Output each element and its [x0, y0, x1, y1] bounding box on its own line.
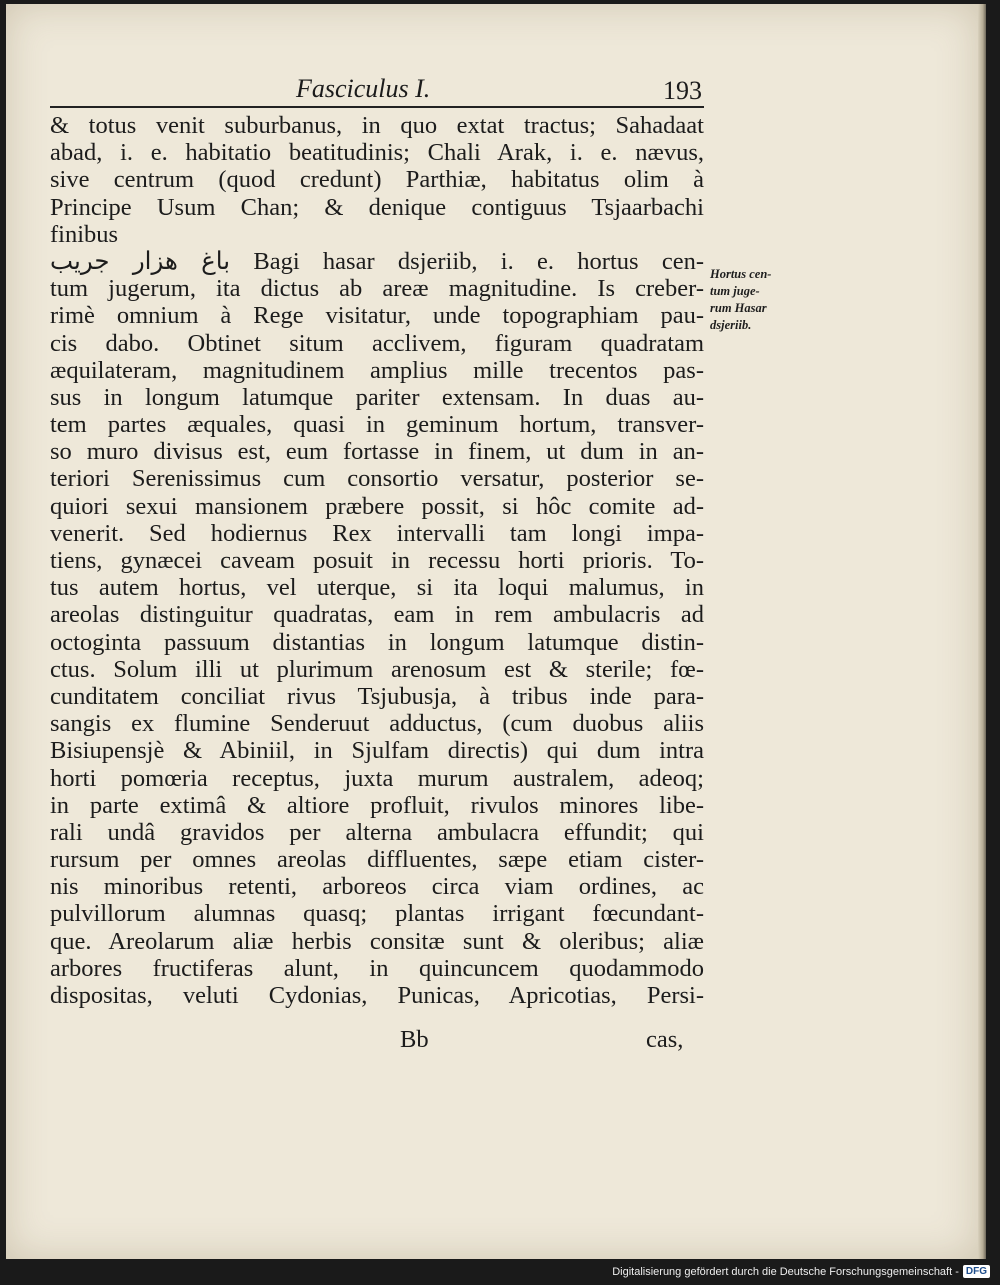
text-line: teriori Serenissimus cum consortio versatur, posterior se- [50, 465, 704, 493]
page-header [50, 72, 704, 108]
text-line: que. Areolarum aliæ herbis consitæ sunt & oleribus; aliæ [50, 927, 704, 955]
text-line: Bisiupensjè & Abiniil, in Sjulfam directis) qui dum intra [50, 737, 704, 765]
text-line: & totus venit suburbanus, in quo extat tractus; Sahadaat [50, 112, 704, 139]
text-line: tem partes æquales, quasi in geminum hortum, transver- [50, 411, 704, 439]
text-line: finibus [50, 220, 119, 248]
text-line: octoginta passuum distantias in longum latumque distin- [50, 628, 704, 656]
text-line: venerit. Sed hodiernus Rex intervalli tam longi impa- [50, 519, 704, 547]
text-line: dispositas, veluti Cydonias, Punicas, Apricotias, Persi- [50, 982, 704, 1009]
text-line: arbores fructiferas alunt, in quincuncem quodammodo [50, 954, 704, 982]
text-line: sus in longum latumque pariter extensam. In duas au- [50, 383, 704, 411]
text-line: quiori sexui mansionem præbere possit, si hôc comite ad- [50, 492, 704, 520]
page-edge [978, 4, 986, 1259]
running-head: Fasciculus I. [296, 74, 431, 103]
text-line: sangis ex flumine Senderuut adductus, (cum duobus aliis [50, 710, 704, 738]
text-line: pulvillorum alumnas quasq; plantas irrigant fœcundant- [50, 900, 704, 928]
text-line: باغ هزار جريب Bagi hasar dsjeriib, i. e. hortus cen- [50, 247, 704, 275]
text-line: tiens, gynæcei caveam posuit in recessu horti prioris. To- [50, 547, 704, 574]
text-line: areolas distinguitur quadratas, eam in rem ambulacris ad [50, 601, 704, 629]
marginal-note [710, 266, 800, 334]
body-text [50, 112, 704, 1009]
text-line: Principe Usum Chan; & denique contiguus Tsjaarbachi [50, 193, 704, 221]
dfg-logo: DFG [963, 1265, 990, 1278]
text-line: so muro divisus est, eum fortasse in finem, ut dum in an- [50, 438, 704, 466]
signature-mark: Bb [400, 1026, 429, 1053]
text-line: rali undâ gravidos per alterna ambulacra effundit; qui [50, 818, 704, 846]
book-page [6, 4, 978, 1259]
text-line: rursum per omnes areolas diffluentes, sæpe etiam cister- [50, 846, 704, 874]
marginal-note-line: rum Hasar [710, 301, 767, 315]
footer-credit: Digitalisierung gefördert durch die Deutsche Forschungsgemeinschaft - [612, 1265, 959, 1278]
text-line: horti pomœria receptus, juxta murum australem, adeoq; [50, 764, 704, 792]
text-line: cis dabo. Obtinet situm acclivem, figuram quadratam [50, 329, 704, 357]
catchword: cas, [646, 1026, 684, 1053]
text-line: abad, i. e. habitatio beatitudinis; Chali Arak, i. e. nævus, [50, 139, 704, 167]
marginal-note-line: tum juge- [710, 284, 760, 298]
text-line: tum jugerum, ita dictus ab areæ magnitudine. Is creber- [50, 275, 704, 303]
digitization-footer [612, 1265, 990, 1278]
marginal-note-line: Hortus cen- [710, 267, 772, 281]
text-line: rimè omnium à Rege visitatur, unde topographiam pau- [50, 302, 704, 330]
text-line: tus autem hortus, vel uterque, si ita loqui malumus, in [50, 574, 704, 602]
marginal-note-line: dsjeriib. [710, 318, 752, 332]
page-number: 193 [663, 76, 702, 105]
text-line: nis minoribus retenti, arboreos circa viam ordines, ac [50, 873, 704, 901]
text-line: cunditatem conciliat rivus Tsjubusja, à tribus inde para- [50, 682, 704, 710]
text-line: ctus. Solum illi ut plurimum arenosum est & sterile; fœ- [50, 655, 704, 683]
text-line: sive centrum (quod credunt) Parthiæ, habitatus olim à [50, 166, 704, 194]
text-line: in parte extimâ & altiore profluit, rivulos minores libe- [50, 791, 704, 819]
text-line: æquilateram, magnitudinem amplius mille trecentos pas- [50, 356, 704, 384]
